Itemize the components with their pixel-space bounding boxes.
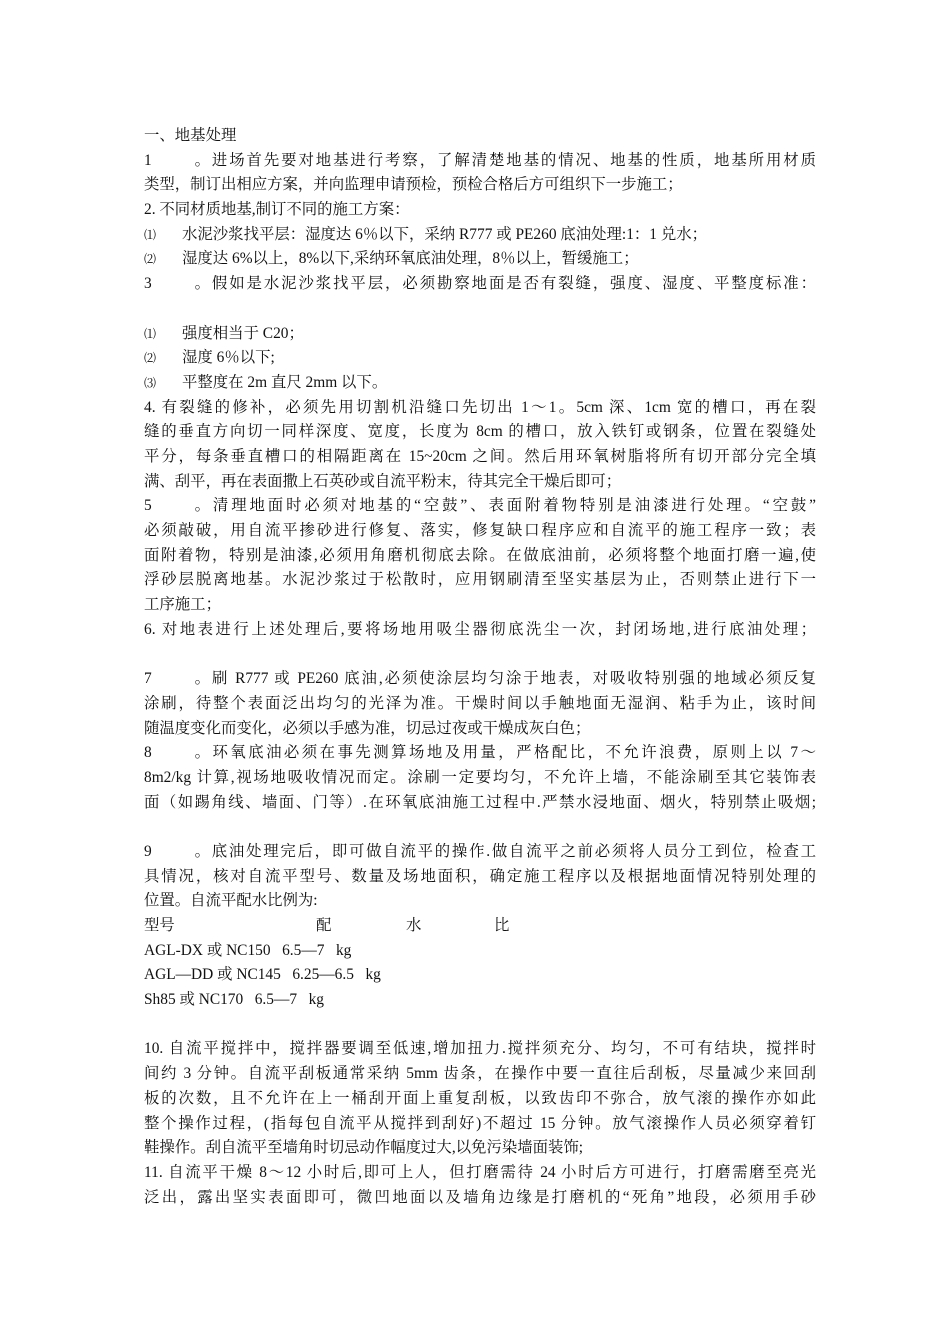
sub-item <box>144 346 816 371</box>
paragraph-line <box>144 840 816 865</box>
table-header-model: 型号 <box>144 917 175 934</box>
paragraph-line <box>144 741 816 766</box>
paragraph-line <box>144 667 816 692</box>
paragraph-line: 鞋操作。刮自流平至墙角时切忌动作幅度过大,以免污染墙面装饰; <box>144 1139 584 1157</box>
sub-item-text: 平整度在 2m 直尺 2mm 以下。 <box>182 373 388 391</box>
paragraph-line: 11. 自流平干燥 8～12 小时后,即可上人，但打磨需待 24 小时后方可进行，打磨需磨至亮光 <box>144 1163 816 1181</box>
paragraph-line: 随温度变化而变化，必须以手感为准，切忌过夜或干燥成灰白色； <box>144 719 591 737</box>
paragraph-line: 浮砂层脱离地基。水泥沙浆过于松散时，应用钢刷清至坚实基层为止，否则禁止进行下一 <box>144 571 816 589</box>
paragraph-line: 具情况，核对自流平型号、数量及场地面积，确定施工程序以及根据地面情况特别处理的 <box>144 867 816 885</box>
item-number: 8。 <box>144 744 210 762</box>
paragraph-line: 4. 有裂缝的修补，必须先用切割机沿缝口先切出 1～1。5cm 深、1cm 宽的槽口，再在裂 <box>144 398 816 416</box>
paragraph-line: 涂刷，待整个表面泛出均匀的光泽为准。干燥时间以手触地面无湿润、粘手为止，该时间 <box>144 694 816 712</box>
table-header-ratio: 比 <box>494 917 510 934</box>
document-body <box>144 124 816 1210</box>
ratio-table-header <box>144 914 816 939</box>
table-header-mix: 配 <box>316 917 332 934</box>
item-text: 进场首先要对地基进行考察，了解清楚地基的情况、地基的性质，地基所用材质 <box>210 151 816 169</box>
paragraph-line: 面（如踢角线、墙面、门等）.在环氧底油施工过程中.严禁水浸地面、烟火，特别禁止吸烟; <box>144 793 816 811</box>
blank-line <box>144 1013 816 1038</box>
paragraph-line <box>144 272 816 297</box>
paragraph-line: 类型，制订出相应方案，并向监理申请预检，预检合格后方可组织下一步施工； <box>144 176 683 194</box>
paragraph-line: 位置。自流平配水比例为: <box>144 892 318 910</box>
paragraph-line: 整个操作过程，(指每包自流平从搅拌到刮好)不超过 15 分钟。放气滚操作人员必须穿着钉 <box>144 1114 816 1132</box>
paragraph-line <box>144 494 816 519</box>
paragraph-line: 满、刮平，再在表面撒上石英砂或自流平粉末，待其完全干燥后即可； <box>144 472 622 490</box>
paragraph-line: 2. 不同材质地基,制订不同的施工方案： <box>144 201 410 219</box>
paragraph-line: 工序施工； <box>144 596 221 614</box>
sub-item-number: ⑵ <box>144 252 157 267</box>
paragraph-line: 板的次数，且不允许在上一桶刮开面上重复刮板，以致齿印不弥合，放气滚的操作亦如此 <box>144 1089 816 1107</box>
sub-item <box>144 247 816 272</box>
ratio-table-row: AGL—DD 或 NC145 6.25—6.5 kg <box>144 966 381 984</box>
sub-item-number: ⑵ <box>144 351 157 366</box>
blank-line <box>144 297 816 322</box>
sub-item <box>144 322 816 347</box>
sub-item-number: ⑶ <box>144 375 157 390</box>
sub-item <box>144 371 816 396</box>
sub-item-text: 水泥沙浆找平层：湿度达 6％以下，采纳 R777 或 PE260 底油处理:1：1 兑水； <box>182 225 708 243</box>
sub-item-number: ⑴ <box>144 227 157 242</box>
sub-item-text: 湿度达 6%以上，8%以下,采纳环氧底油处理，8％以上，暂缓施工； <box>182 250 639 268</box>
ratio-table-row: AGL-DX 或 NC150 6.5—7 kg <box>144 941 352 959</box>
item-number: 1。 <box>144 151 210 169</box>
paragraph-line: 缝的垂直方向切一同样深度、宽度，长度为 8cm 的槽口，放入铁钉或钢条，位置在裂缝处 <box>144 423 816 441</box>
item-number: 7。 <box>144 670 210 688</box>
sub-item <box>144 223 816 248</box>
item-text: 清理地面时必须对地基的“空鼓”、表面附着物特别是油漆进行处理。“空鼓” <box>210 497 816 515</box>
paragraph-line: 泛出，露出坚实表面即可，微凹地面以及墙角边缘是打磨机的“死角”地段，必须用手砂 <box>144 1188 816 1206</box>
paragraph-line <box>144 149 816 174</box>
table-header-water: 水 <box>406 917 422 934</box>
ratio-table-row: Sh85 或 NC170 6.5—7 kg <box>144 991 324 1009</box>
paragraph-line: 10. 自流平搅拌中，搅拌器要调至低速,增加扭力.搅拌须充分、均匀，不可有结块，搅拌时 <box>144 1040 816 1058</box>
item-text: 环氧底油必须在事先测算场地及用量，严格配比，不允许浪费，原则上以 7～ <box>210 744 816 762</box>
blank-line <box>144 815 816 840</box>
sub-item-text: 湿度 6％以下; <box>182 349 275 367</box>
blank-line <box>144 642 816 667</box>
paragraph-line: 6. 对地表进行上述处理后,要将场地用吸尘器彻底洗尘一次，封闭场地,进行底油处理； <box>144 620 816 638</box>
paragraph-line: 面附着物，特别是油漆,必须用角磨机彻底去除。在做底油前，必须将整个地面打磨一遍,使 <box>144 546 816 564</box>
item-text: 底油处理完后，即可做自流平的操作.做自流平之前必须将人员分工到位，检查工 <box>210 842 816 860</box>
item-number: 3。 <box>144 275 210 293</box>
item-number: 9。 <box>144 842 210 860</box>
section-heading: 一、地基处理 <box>144 127 237 144</box>
item-text: 刷 R777 或 PE260 底油,必须使涂层均匀涂于地表，对吸收特别强的地域必须反复 <box>210 670 816 688</box>
item-number: 5。 <box>144 497 210 515</box>
paragraph-line: 平分，每条垂直槽口的相隔距离在 15~20cm 之间。然后用环氧树脂将所有切开部分完全填 <box>144 447 816 465</box>
sub-item-text: 强度相当于 C20； <box>182 324 304 342</box>
sub-item-number: ⑴ <box>144 326 157 341</box>
paragraph-line: 必须敲破，用自流平掺砂进行修复、落实，修复缺口程序应和自流平的施工程序一致；表 <box>144 522 816 539</box>
paragraph-line: 8m2/kg 计算,视场地吸收情况而定。涂刷一定要均匀，不允许上墙，不能涂刷至其它装饰表 <box>144 768 816 786</box>
item-text: 假如是水泥沙浆找平层，必须勘察地面是否有裂缝，强度、湿度、平整度标准： <box>210 275 816 293</box>
paragraph-line: 间约 3 分钟。自流平刮板通常采纳 5mm 齿条，在操作中要一直往后刮板，尽量减少来回刮 <box>144 1065 816 1083</box>
